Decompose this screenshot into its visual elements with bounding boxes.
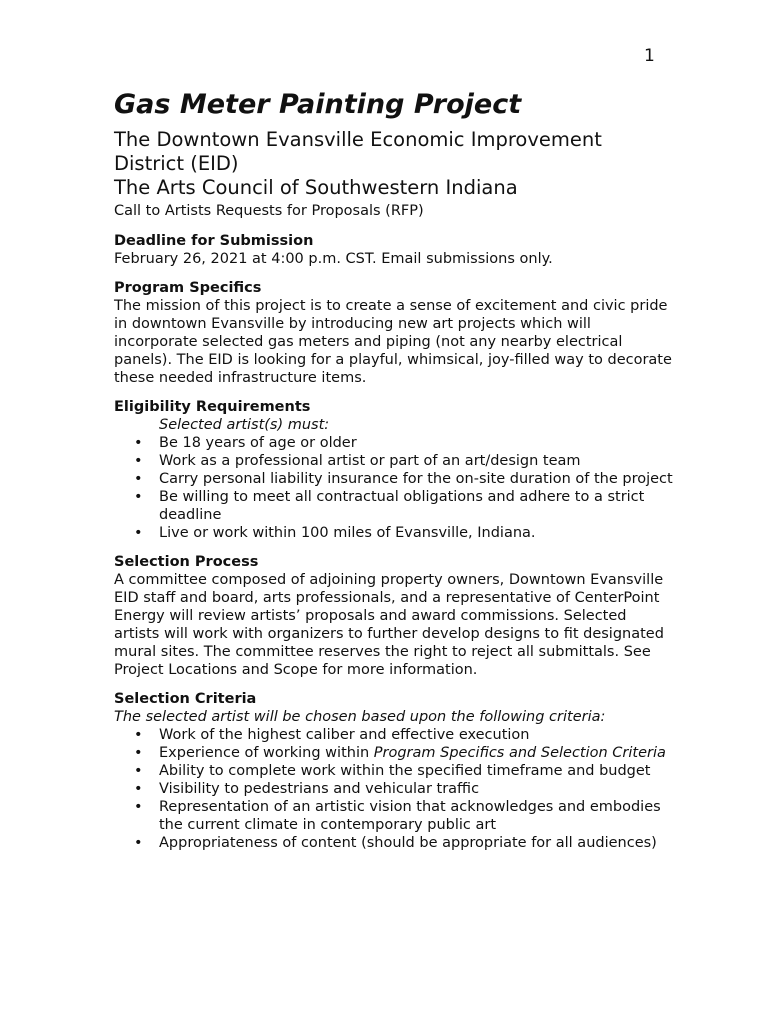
org-line-2: The Arts Council of Southwestern Indiana bbox=[114, 176, 518, 199]
bullet-icon: • bbox=[134, 835, 143, 851]
bullet-icon: • bbox=[134, 727, 143, 743]
program-section bbox=[114, 279, 674, 387]
selection-process-text: A committee composed of adjoining property owners, Downtown Evansville EID staff and board, arts professionals, and a representative of CenterPoint Energy will review artists’ proposals and award commissions. Selected artists will work with organizers to further develop designs to fit designated mural sites. The committee reserves the right to reject all submittals. See Project Locations and Scope for more information. bbox=[114, 572, 664, 678]
page-title: Gas Meter Painting Project bbox=[114, 89, 522, 120]
document-body bbox=[114, 88, 674, 852]
bullet-icon: • bbox=[134, 453, 143, 469]
list-item: • Be willing to meet all contractual obligations and adhere to a strict deadline bbox=[134, 489, 645, 523]
program-heading: Program Specifics bbox=[114, 280, 262, 296]
bullet-icon: • bbox=[134, 489, 143, 505]
list-item: • Carry personal liability insurance for the on-site duration of the project bbox=[134, 471, 673, 487]
bullet-icon: • bbox=[134, 745, 143, 761]
bullet-icon: • bbox=[134, 435, 143, 451]
list-item: • Be 18 years of age or older bbox=[134, 435, 357, 451]
selection-process-heading: Selection Process bbox=[114, 554, 259, 570]
selection-criteria-section bbox=[114, 690, 674, 852]
list-item: • Work as a professional artist or part of an art/design team bbox=[134, 453, 581, 469]
bullet-icon: • bbox=[134, 763, 143, 779]
eligibility-section bbox=[114, 398, 674, 542]
bullet-icon: • bbox=[134, 799, 143, 815]
selection-process-section bbox=[114, 553, 674, 679]
page-number: 1 bbox=[644, 46, 655, 66]
eligibility-list bbox=[114, 434, 674, 542]
list-item: • Work of the highest caliber and effective execution bbox=[134, 727, 530, 743]
deadline-heading: Deadline for Submission bbox=[114, 233, 314, 249]
org-line-1: The Downtown Evansville Economic Improvement District (EID) bbox=[114, 128, 602, 175]
list-item: • Experience of working within Program Specifics and Selection Criteria bbox=[134, 745, 666, 761]
deadline-text: February 26, 2021 at 4:00 p.m. CST. Email submissions only. bbox=[114, 251, 553, 267]
selection-criteria-list bbox=[114, 726, 674, 852]
selection-criteria-intro: The selected artist will be chosen based upon the following criteria: bbox=[114, 709, 606, 725]
program-text: The mission of this project is to create a sense of excitement and civic pride in downtown Evansville by introducing new art projects which will incorporate selected gas meters and piping (not any nearby electrical panels). The EID is looking for a playful, whimsical, joy-filled way to decorate these needed infrastructure items. bbox=[114, 298, 672, 386]
rfp-line: Call to Artists Requests for Proposals (RFP) bbox=[114, 203, 424, 219]
list-item: • Visibility to pedestrians and vehicular traffic bbox=[134, 781, 480, 797]
selection-criteria-heading: Selection Criteria bbox=[114, 691, 257, 707]
bullet-icon: • bbox=[134, 781, 143, 797]
list-item: • Appropriateness of content (should be appropriate for all audiences) bbox=[134, 835, 657, 851]
list-item: • Live or work within 100 miles of Evansville, Indiana. bbox=[134, 525, 536, 541]
bullet-icon: • bbox=[134, 471, 143, 487]
eligibility-intro: Selected artist(s) must: bbox=[159, 417, 330, 433]
bullet-icon: • bbox=[134, 525, 143, 541]
deadline-section bbox=[114, 232, 674, 268]
list-item: • Representation of an artistic vision that acknowledges and embodies the current climate in contemporary public art bbox=[134, 799, 661, 833]
eligibility-heading: Eligibility Requirements bbox=[114, 399, 311, 415]
list-item: • Ability to complete work within the specified timeframe and budget bbox=[134, 763, 651, 779]
